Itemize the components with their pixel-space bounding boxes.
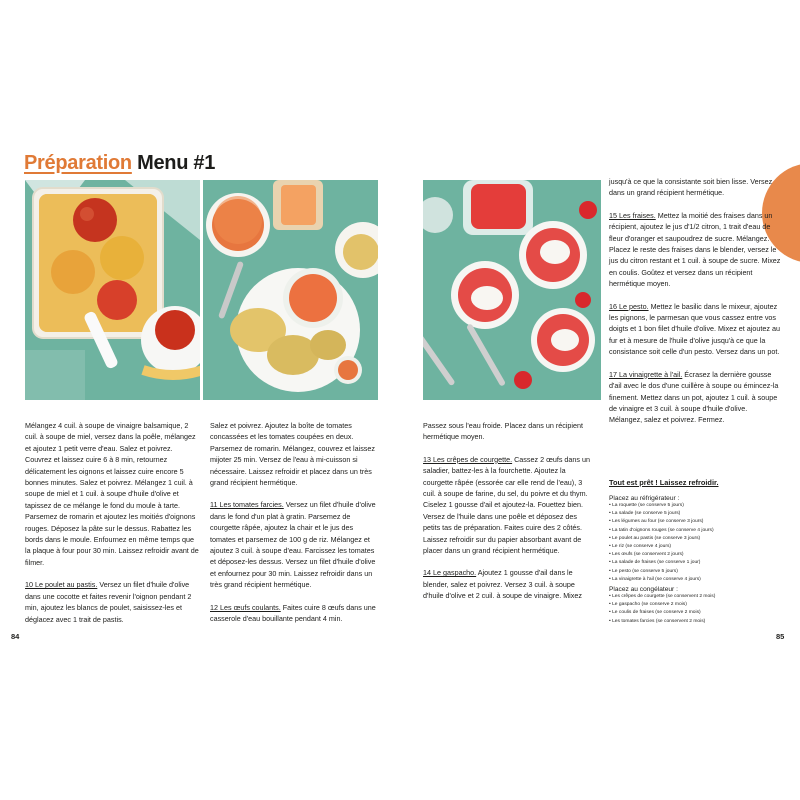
title-rest: Menu #1	[131, 152, 216, 174]
paragraph: Mélangez 4 cuil. à soupe de vinaigre balsamique, 2 cuil. à soupe de miel, versez dans la poêle, mélangez et ajoutez 1 petit verre d'eau. Salez et poivrez. Couvrez et laissez cuire 6 à 8 min, retournez délicatement les oignons et laissez cuire encore 5 bonnes minutes. Salez et poivrez. Mélangez 1 cuil. à soupe de miel et 1 cuil. à soupe d'huile d'olive et tapissez de ce mélange le fond du moule à tarte. Parsemez de romarin et ajoutez les moitiés d'oignons rouges. Déposez la pâte sur le dessus. Rabattez les bords dans le moule. Enfournez en même temps que la plaque à four pour 30 min. Laissez refroidir avant de filmer.	[25, 421, 199, 567]
page-number-left: 84	[11, 632, 20, 641]
step-title: 17 La vinaigrette à l'ail.	[609, 369, 683, 379]
step-title: 16 Le pesto.	[609, 301, 649, 311]
step-title: 13 Les crêpes de courgette.	[423, 454, 513, 464]
text-column-3	[423, 420, 591, 613]
list-item: • Les crêpes de courgette (se conservent 2 mois)	[609, 593, 789, 601]
step-title: 10 Le poulet au pastis.	[25, 580, 98, 590]
photo-stuffed-tomatoes	[25, 180, 200, 400]
paragraph: 13 Les crêpes de courgette. Cassez 2 œufs dans un saladier, battez-les à la fourchette. Ajoutez la courgette râpée (essorée car elle rend de l'eau), 3 cuil. à soupe de farine, du sel, du poivre et du thym. Ciselez 1 gousse d'ail et ajoutez-la. Fouettez bien. Versez de l'huile dans une poêle et déposez des petits tas de préparation. Faites cuire des 2 côtés. Laissez refroidir sur du papier absorbant avant de placer dans un grand récipient hermétique.	[423, 454, 591, 556]
list-item: • Les légumes au four (se conserve 3 jours)	[609, 518, 789, 526]
photo-strawberry-coulis	[423, 180, 601, 400]
paragraph: 14 Le gaspacho. Ajoutez 1 gousse d'ail dans le blender, salez et poivrez. Versez 3 cuil. à soupe d'huile d'olive et 2 cuil. à soupe de vinaigre. Mixez	[423, 568, 582, 601]
list-item: • La roquette (se conserve 5 jours)	[609, 502, 789, 510]
paragraph: 16 Le pesto. Mettez le basilic dans le mixeur, ajoutez les pignons, le parmesan que vous cassez entre vos doigts et 1 bon filet d'huile d'olive. Mixez et ajoutez au fur et à mesure de l'huile d'olive jusqu'à ce que la consistance soit celle d'un pesto. Versez dans un pot.	[609, 301, 780, 357]
list-item: • Les œufs (se conservent 2 jours)	[609, 551, 789, 559]
paragraph: 17 La vinaigrette à l'ail. Écrasez la dernière gousse d'ail avec le dos d'une cuillère à soupe ou émincez-la finement. Mettez dans un pot, ajoutez 1 cuil. à soupe de vinaigre et 3 cuil. à soupe d'huile d'olive. Mélangez, salez et poivrez. Fermez.	[609, 369, 779, 425]
freezer-title: Placez au congélateur :	[609, 586, 678, 594]
text-column-4	[609, 176, 781, 437]
list-item: • Le gaspacho (se conserve 2 mois)	[609, 601, 789, 609]
freezer-list	[609, 593, 789, 626]
list-item: • La salade (se conserve 5 jours)	[609, 510, 789, 518]
ready-title: Tout est prêt ! Laissez refroidir.	[609, 478, 719, 487]
paragraph: Passez sous l'eau froide. Placez dans un récipient hermétique moyen.	[423, 421, 583, 442]
paragraph: 12 Les œufs coulants. Faites cuire 8 œufs dans une casserole d'eau bouillante pendant 4 min.	[210, 602, 376, 624]
page-title	[24, 152, 215, 175]
paragraph: 10 Le poulet au pastis. Versez un filet d'huile d'olive dans une cocotte et faites revenir l'oignon pendant 2 min, ajoutez les blancs de poulet, saisissez-les et déglacez avec 1 trait de pastis.	[25, 580, 192, 624]
list-item: • Le riz (se conserve 4 jours)	[609, 543, 789, 551]
list-item: • Le pesto (se conserve 5 jours)	[609, 568, 789, 576]
paragraph: jusqu'à ce que la consistante soit bien lisse. Versez dans un grand récipient hermétique.	[609, 177, 773, 198]
list-item: • La salade de fraises (se conserve 1 jour)	[609, 559, 789, 567]
paragraph: 15 Les fraises. Mettez la moitié des fraises dans un récipient, ajoutez le jus d'1/2 citron, 1 trait d'eau de fleur d'oranger et saupoudrez de sucre. Mélangez. Placez le reste des fraises dans le blender, versez le jus du citron restant et 1 cuil. à soupe de sucre. Mixez en coulis. Goûtez et versez dans un récipient hermétique moyen.	[609, 210, 781, 289]
text-column-2	[210, 420, 380, 636]
paragraph: Salez et poivrez. Ajoutez la boîte de tomates concassées et les tomates coupées en deux. Parsemez de romarin. Mélangez, couvrez et laissez mijoter 25 min. Versez de l'eau à mi-cuisson si nécessaire. Laissez refroidir et placez dans un très grand récipient hermétique.	[210, 421, 375, 488]
step-title: 14 Le gaspacho.	[423, 568, 477, 578]
photo-gazpacho-zucchini-pancakes	[203, 180, 378, 400]
step-title: 11 Les tomates farcies.	[210, 500, 284, 510]
ready-box	[609, 478, 789, 626]
paragraph: 11 Les tomates farcies. Versez un filet d'huile d'olive dans le fond d'un plat à gratin. Parsemez de courgette râpée, ajoutez la chair et le jus des tomates et parsemez de 100 g de riz. Mélangez et ajoutez 3 cuil. à soupe d'eau. Farcissez les tomates et déposez-les dessus. Versez un filet d'huile d'olive et enfournez pour 30 min. Laissez refroidir dans un très grand récipient hermétique.	[210, 500, 376, 590]
list-item: • Les tomates farcies (se conservent 2 mois)	[609, 618, 789, 626]
step-title: 12 Les œufs coulants.	[210, 602, 281, 612]
list-item: • Le poulet au pastis (se conserve 3 jours)	[609, 535, 789, 543]
fridge-title: Placez au réfrigérateur :	[609, 495, 680, 502]
text-column-1	[25, 420, 201, 636]
list-item: • La vinaigrette à l'ail (se conserve 4 jours)	[609, 576, 789, 584]
page-number-right: 85	[776, 632, 785, 641]
title-accent: Préparation	[24, 152, 132, 174]
fridge-list	[609, 502, 789, 584]
list-item: • Le coulis de fraises (se conserve 2 mois)	[609, 609, 789, 617]
step-title: 15 Les fraises.	[609, 210, 656, 220]
list-item: • La tatin d'oignons rouges (se conserve 4 jours)	[609, 527, 789, 535]
